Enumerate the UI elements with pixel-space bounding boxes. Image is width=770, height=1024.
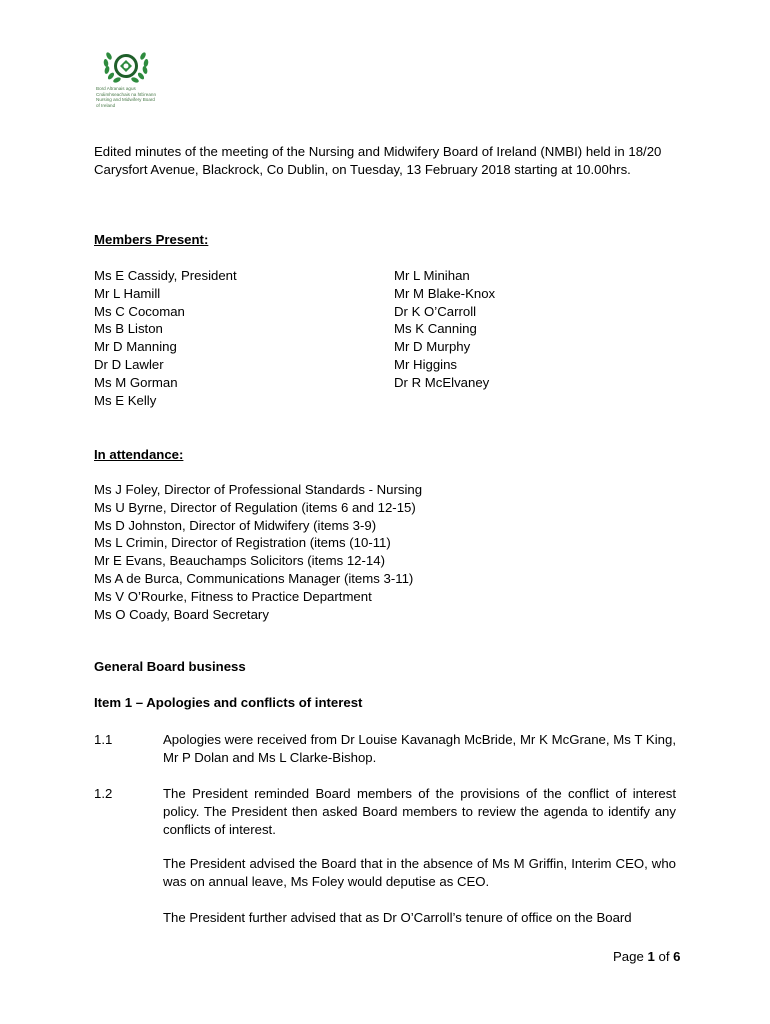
member-name: Mr D Murphy	[394, 339, 471, 355]
page-label: Page	[613, 949, 644, 964]
intro-paragraph: Edited minutes of the meeting of the Nursing and Midwifery Board of Ireland (NMBI) held in 18/20 Carysfort Avenue, Blackrock, Co Dublin, on Tuesday, 13 February 2018 starting at 10.00hrs.	[94, 144, 662, 177]
members-heading: Members Present:	[94, 232, 209, 247]
logo-line: of Ireland	[96, 102, 116, 108]
member-name: Ms C Cocoman	[94, 303, 185, 319]
attendee: Ms U Byrne, Director of Regulation (items 6 and 12-15)	[94, 499, 416, 515]
attendee: Ms D Johnston, Director of Midwifery (items 3-9)	[94, 517, 377, 533]
members-right-column	[394, 267, 495, 392]
item1-heading: Item 1 – Apologies and conflicts of interest	[94, 695, 363, 710]
member-name: Mr D Manning	[94, 339, 177, 355]
member-name: Ms B Liston	[94, 321, 163, 337]
member-name: Dr R McElvaney	[394, 374, 490, 390]
logo-line: Bord Altranais agus	[96, 86, 136, 91]
logo-line: Cnáimhseachais na hÉireann	[96, 91, 157, 97]
attendee: Ms L Crimin, Director of Registration (items (10-11)	[94, 535, 391, 551]
logo-line: Nursing and Midwifery Board	[96, 97, 155, 103]
paragraph-1-1: Apologies were received from Dr Louise Kavanagh McBride, Mr K McGrane, Ms T King, Mr P Dolan and Ms L Clarke-Bishop.	[163, 732, 676, 765]
attendance-list	[94, 481, 422, 623]
paragraph-number: 1.1	[94, 732, 113, 747]
members-left-column	[94, 267, 237, 409]
member-name: Mr L Minihan	[394, 268, 470, 283]
member-name: Ms K Canning	[394, 321, 477, 337]
paragraph-number: 1.2	[94, 786, 113, 801]
attendee: Ms A de Burca, Communications Manager (items 3-11)	[94, 570, 414, 586]
page-total: 6	[673, 949, 681, 964]
page-current: 1	[647, 949, 655, 964]
attendee: Ms V O’Rourke, Fitness to Practice Department	[94, 588, 372, 604]
member-name: Dr D Lawler	[94, 356, 164, 372]
attendee: Ms O Coady, Board Secretary	[94, 606, 269, 622]
general-business-heading: General Board business	[94, 659, 246, 674]
paragraph-1-2-tenure: The President further advised that as Dr O’Carroll’s tenure of office on the Board	[163, 910, 632, 925]
attendee: Mr E Evans, Beauchamps Solicitors (items 12-14)	[94, 553, 385, 569]
paragraph-1-2-deputise: The President advised the Board that in the absence of Ms M Griffin, Interim CEO, who was on annual leave, Ms Foley would deputise as CEO.	[163, 856, 676, 889]
page-number	[613, 948, 681, 966]
member-name: Ms E Kelly	[94, 392, 157, 408]
laurel-wreath-icon	[96, 44, 164, 88]
member-name: Ms E Cassidy, President	[94, 268, 237, 283]
member-name: Mr L Hamill	[94, 285, 161, 301]
member-name: Dr K O’Carroll	[394, 303, 477, 319]
paragraph-1-2: The President reminded Board members of the provisions of the conflict of interest policy. The President then asked Board members to review the agenda to identify any conflicts of interest.	[163, 786, 676, 837]
attendance-heading: In attendance:	[94, 447, 184, 462]
member-name: Ms M Gorman	[94, 374, 178, 390]
page-of: of	[658, 949, 670, 964]
member-name: Mr Higgins	[394, 356, 458, 372]
member-name: Mr M Blake-Knox	[394, 285, 496, 301]
logo-caption	[96, 86, 168, 108]
attendee: Ms J Foley, Director of Professional Standards - Nursing	[94, 482, 423, 497]
